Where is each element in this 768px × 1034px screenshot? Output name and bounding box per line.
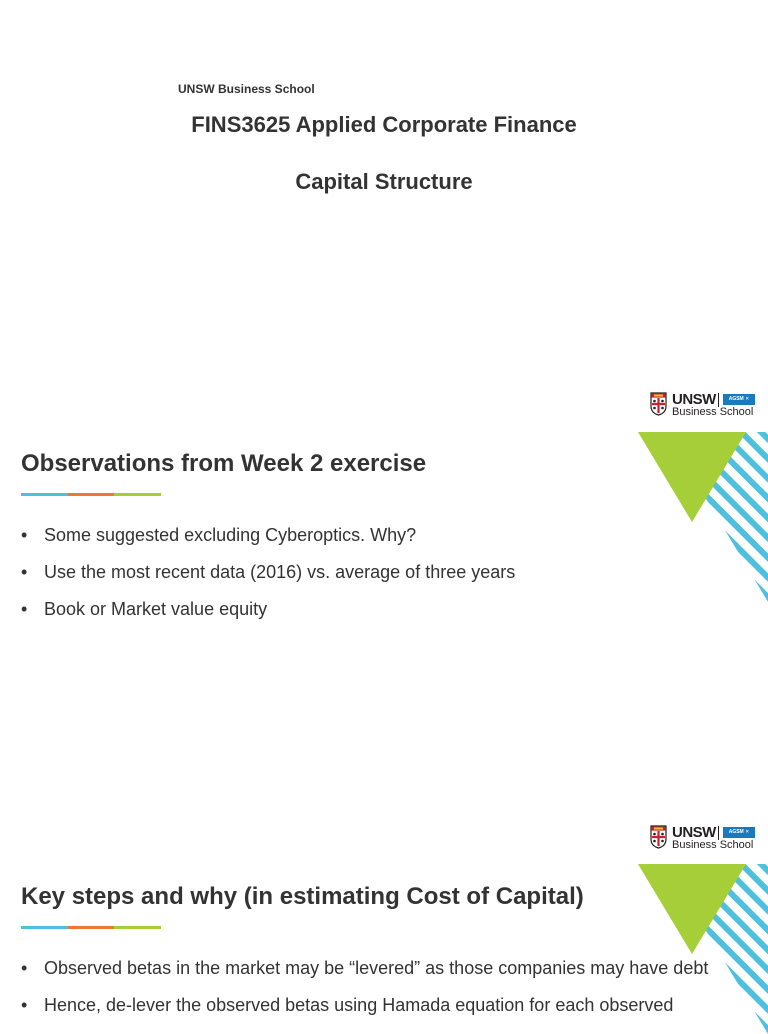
list-item (21, 561, 721, 583)
logo-unsw-text: UNSW (672, 824, 716, 841)
bullet-text: Observed betas in the market may be “levered” as those companies may have debt (44, 958, 709, 978)
school-name: UNSW Business School (178, 82, 315, 96)
bullet-text: Hence, de-lever the observed betas using Hamada equation for each observed (44, 995, 674, 1015)
accent-blue (21, 493, 68, 496)
slide1-title: Observations from Week 2 exercise (21, 450, 427, 477)
bullet-text: Book or Market value equity (44, 599, 268, 619)
accent-orange (68, 926, 115, 929)
bullet-text: Use the most recent data (2016) vs. average of three years (44, 562, 516, 582)
logo-badge: AGSM ✕ (723, 827, 755, 838)
accent-green (114, 493, 161, 496)
accent-blue (21, 926, 68, 929)
slide2-bullet-list (21, 957, 721, 1031)
logo-school-text: Business School (672, 406, 754, 418)
bullet-icon: • (21, 599, 28, 619)
logo-divider (718, 393, 719, 407)
list-item (21, 957, 721, 979)
logo-badge: AGSM ✕ (723, 394, 755, 405)
crest-icon (650, 392, 667, 416)
logo-divider (718, 826, 719, 840)
list-item (21, 598, 721, 620)
bullet-text: Some suggested excluding Cyberoptics. Why? (44, 525, 417, 545)
bullet-icon: • (21, 995, 28, 1015)
accent-orange (68, 493, 115, 496)
bullet-icon: • (21, 525, 28, 545)
slide2-title: Key steps and why (in estimating Cost of Capital) (21, 883, 584, 910)
logo-unsw-text: UNSW (672, 391, 716, 408)
list-item (21, 524, 721, 546)
unsw-logo (650, 825, 768, 857)
logo-school-text: Business School (672, 839, 754, 851)
slide2-accent-bar (21, 926, 161, 929)
bullet-icon: • (21, 958, 28, 978)
course-title: FINS3625 Applied Corporate Finance (191, 112, 577, 137)
crest-icon (650, 825, 667, 849)
lecture-title: Capital Structure (295, 169, 473, 194)
slide1-bullet-list (21, 524, 721, 635)
unsw-logo (650, 392, 768, 424)
accent-green (114, 926, 161, 929)
list-item (21, 994, 721, 1016)
bullet-icon: • (21, 562, 28, 582)
slide1-accent-bar (21, 493, 161, 496)
